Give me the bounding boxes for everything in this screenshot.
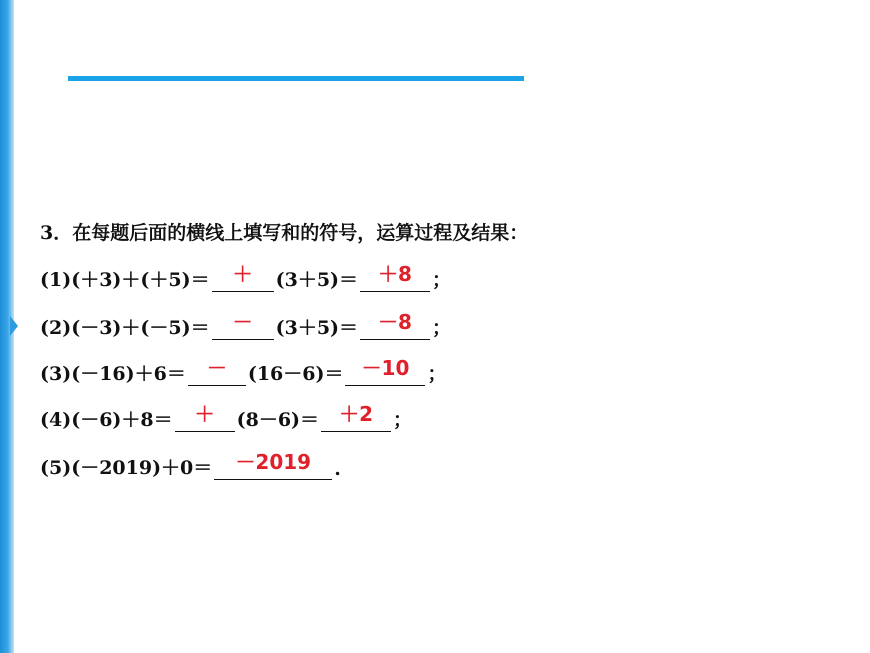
line-4-answer-result: ＋2	[339, 402, 373, 426]
line-1-suffix: ；	[432, 269, 452, 291]
line-2-blank-sign[interactable]	[212, 310, 274, 340]
line-1-blank-sign[interactable]	[212, 262, 274, 292]
line-3-answer-sign: －	[206, 356, 227, 380]
line-1-blank-result[interactable]	[360, 262, 430, 292]
line-2-answer-result: －8	[378, 310, 412, 334]
line-2-suffix: ；	[432, 317, 452, 339]
line-3-blank-sign[interactable]	[188, 356, 246, 386]
line-2-blank-result[interactable]	[360, 310, 430, 340]
line-1-answer-sign: ＋	[232, 262, 253, 286]
line-5-prefix: (5)(－2019)＋0＝	[40, 457, 213, 479]
line-3-suffix: ；	[427, 363, 447, 385]
line-3-prefix: (3)(－16)＋6＝	[40, 363, 186, 385]
line-3-blank-result[interactable]	[345, 356, 425, 386]
line-3-answer-result: －10	[361, 356, 410, 380]
line-2-middle: (3＋5)＝	[275, 317, 359, 339]
top-divider-rule	[68, 76, 524, 81]
line-1-middle: (3＋5)＝	[275, 269, 359, 291]
exercise-line-3	[40, 352, 447, 386]
line-4-blank-result[interactable]	[321, 402, 391, 432]
line-4-prefix: (4)(－6)＋8＝	[40, 409, 173, 431]
exercise-line-1	[40, 258, 451, 292]
line-1-prefix: (1)(＋3)＋(＋5)＝	[40, 269, 210, 291]
line-1-answer-result: ＋8	[378, 262, 412, 286]
left-bar-notch	[10, 316, 18, 336]
question-title: 3．在每题后面的横线上填写和的符号，运算过程及结果：	[40, 222, 529, 244]
exercise-line-2	[40, 306, 451, 340]
exercise-line-5	[40, 446, 341, 480]
line-4-blank-sign[interactable]	[175, 402, 235, 432]
line-4-answer-sign: ＋	[194, 402, 215, 426]
line-2-answer-sign: －	[232, 310, 253, 334]
line-5-answer-result: －2019	[235, 450, 312, 474]
line-4-middle: (8－6)＝	[236, 409, 320, 431]
line-5-suffix: .	[334, 458, 341, 480]
line-3-middle: (16－6)＝	[247, 363, 344, 385]
line-2-prefix: (2)(－3)＋(－5)＝	[40, 317, 210, 339]
line-4-suffix: ；	[393, 409, 413, 431]
line-5-blank-result[interactable]	[214, 450, 332, 480]
exercise-line-4	[40, 398, 412, 432]
